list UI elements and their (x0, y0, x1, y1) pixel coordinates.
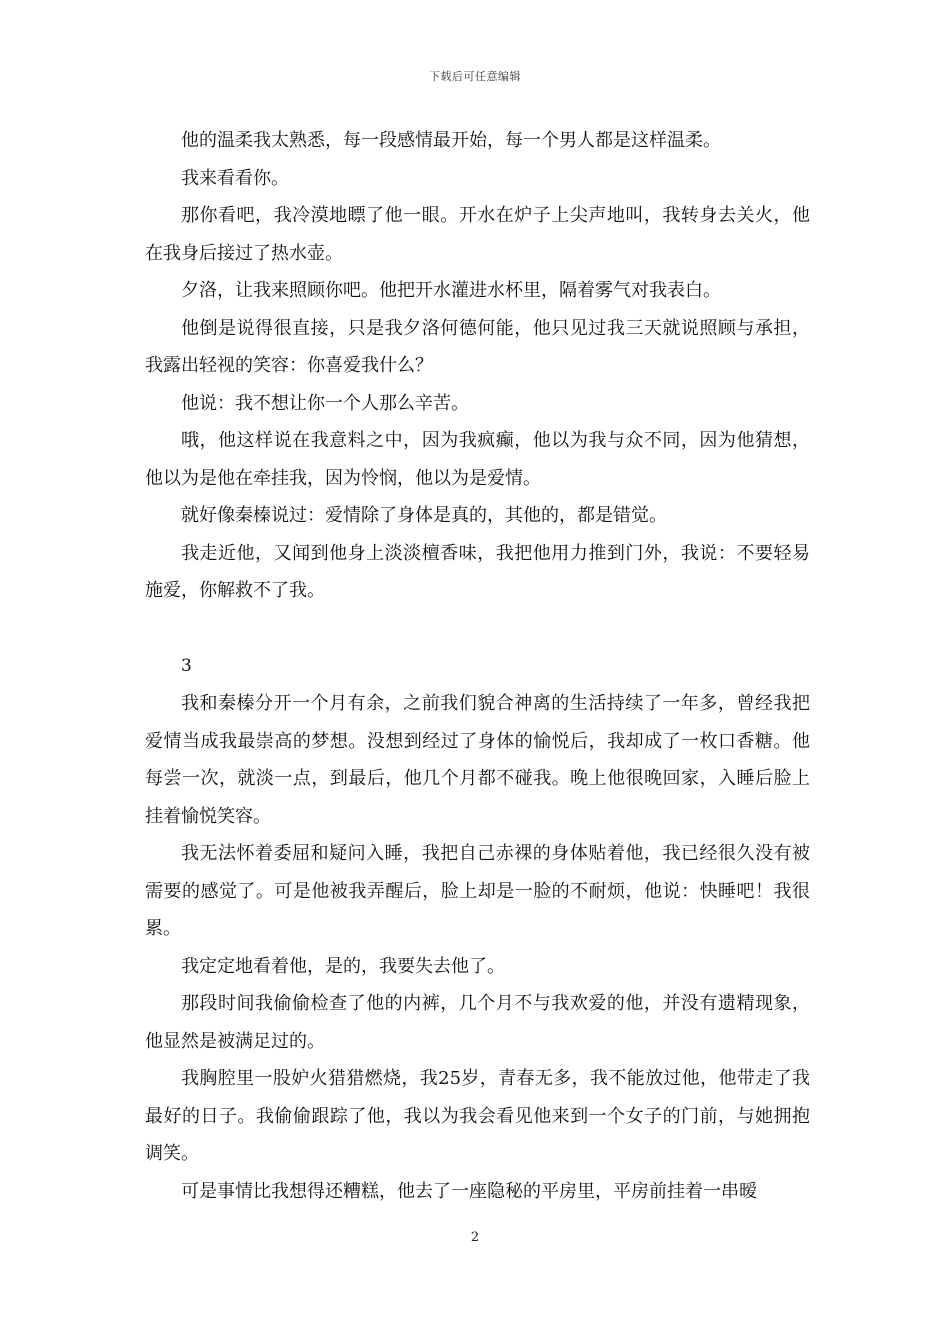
document-body (145, 122, 810, 1210)
page-number: 2 (470, 1230, 480, 1245)
paragraph: 那你看吧，我冷漠地瞟了他一眼。开水在炉子上尖声地叫，我转身去关火，他在我身后接过了热水壶。 (145, 205, 810, 264)
paragraph: 我走近他，又闻到他身上淡淡檀香味，我把他用力推到门外，我说：不要轻易施爱，你解救不了我。 (145, 542, 810, 601)
paragraph: 那段时间我偷偷检查了他的内裤，几个月不与我欢爱的他，并没有遗精现象，他显然是被满足过的。 (145, 993, 810, 1052)
paragraph: 哦，他这样说在我意料之中，因为我疯癫，他以为我与众不同，因为他猜想，他以为是他在牵挂我，因为怜悯，他以为是爱情。 (145, 430, 810, 489)
paragraph: 我来看看你。 (181, 167, 289, 189)
paragraph: 他倒是说得很直接，只是我夕洛何德何能，他只见过我三天就说照顾与承担，我露出轻视的笑容：你喜爱我什么？ (145, 317, 810, 376)
paragraph: 我定定地看着他，是的，我要失去他了。 (181, 955, 505, 977)
paragraph: 我胸腔里一股妒火猎猎燃烧，我25岁，青春无多，我不能放过他，他带走了我最好的日子。我偷偷跟踪了他，我以为我会看见他来到一个女子的门前，与她拥抱调笑。 (145, 1068, 810, 1164)
section-number: 3 (181, 655, 192, 676)
paragraph: 我无法怀着委屈和疑问入睡，我把自己赤裸的身体贴着他，我已经很久没有被需要的感觉了。可是他被我弄醒后，脸上却是一脸的不耐烦，他说：快睡吧！我很累。 (145, 843, 810, 939)
paragraph: 可是事情比我想得还糟糕，他去了一座隐秘的平房里，平房前挂着一串暧 (181, 1180, 757, 1202)
paragraph: 夕洛，让我来照顾你吧。他把开水灌进水杯里，隔着雾气对我表白。 (181, 280, 721, 301)
section-gap (145, 610, 810, 648)
paragraph: 我和秦榛分开一个月有余，之前我们貌合神离的生活持续了一年多，曾经我把爱情当成我最崇高的梦想。没想到经过了身体的愉悦后，我却成了一枚口香糖。他每尝一次，就淡一点，到最后，他几个月都不碰我。晚上他很晚回家，入睡后脸上挂着愉悦笑容。 (145, 693, 810, 827)
paragraph: 就好像秦榛说过：爱情除了身体是真的，其他的，都是错觉。 (181, 505, 667, 526)
page-header: 下载后可任意编辑 (429, 70, 521, 83)
paragraph: 他说：我不想让你一个人那么辛苦。 (181, 392, 469, 414)
paragraph: 他的温柔我太熟悉，每一段感情最开始，每一个男人都是这样温柔。 (181, 130, 721, 151)
